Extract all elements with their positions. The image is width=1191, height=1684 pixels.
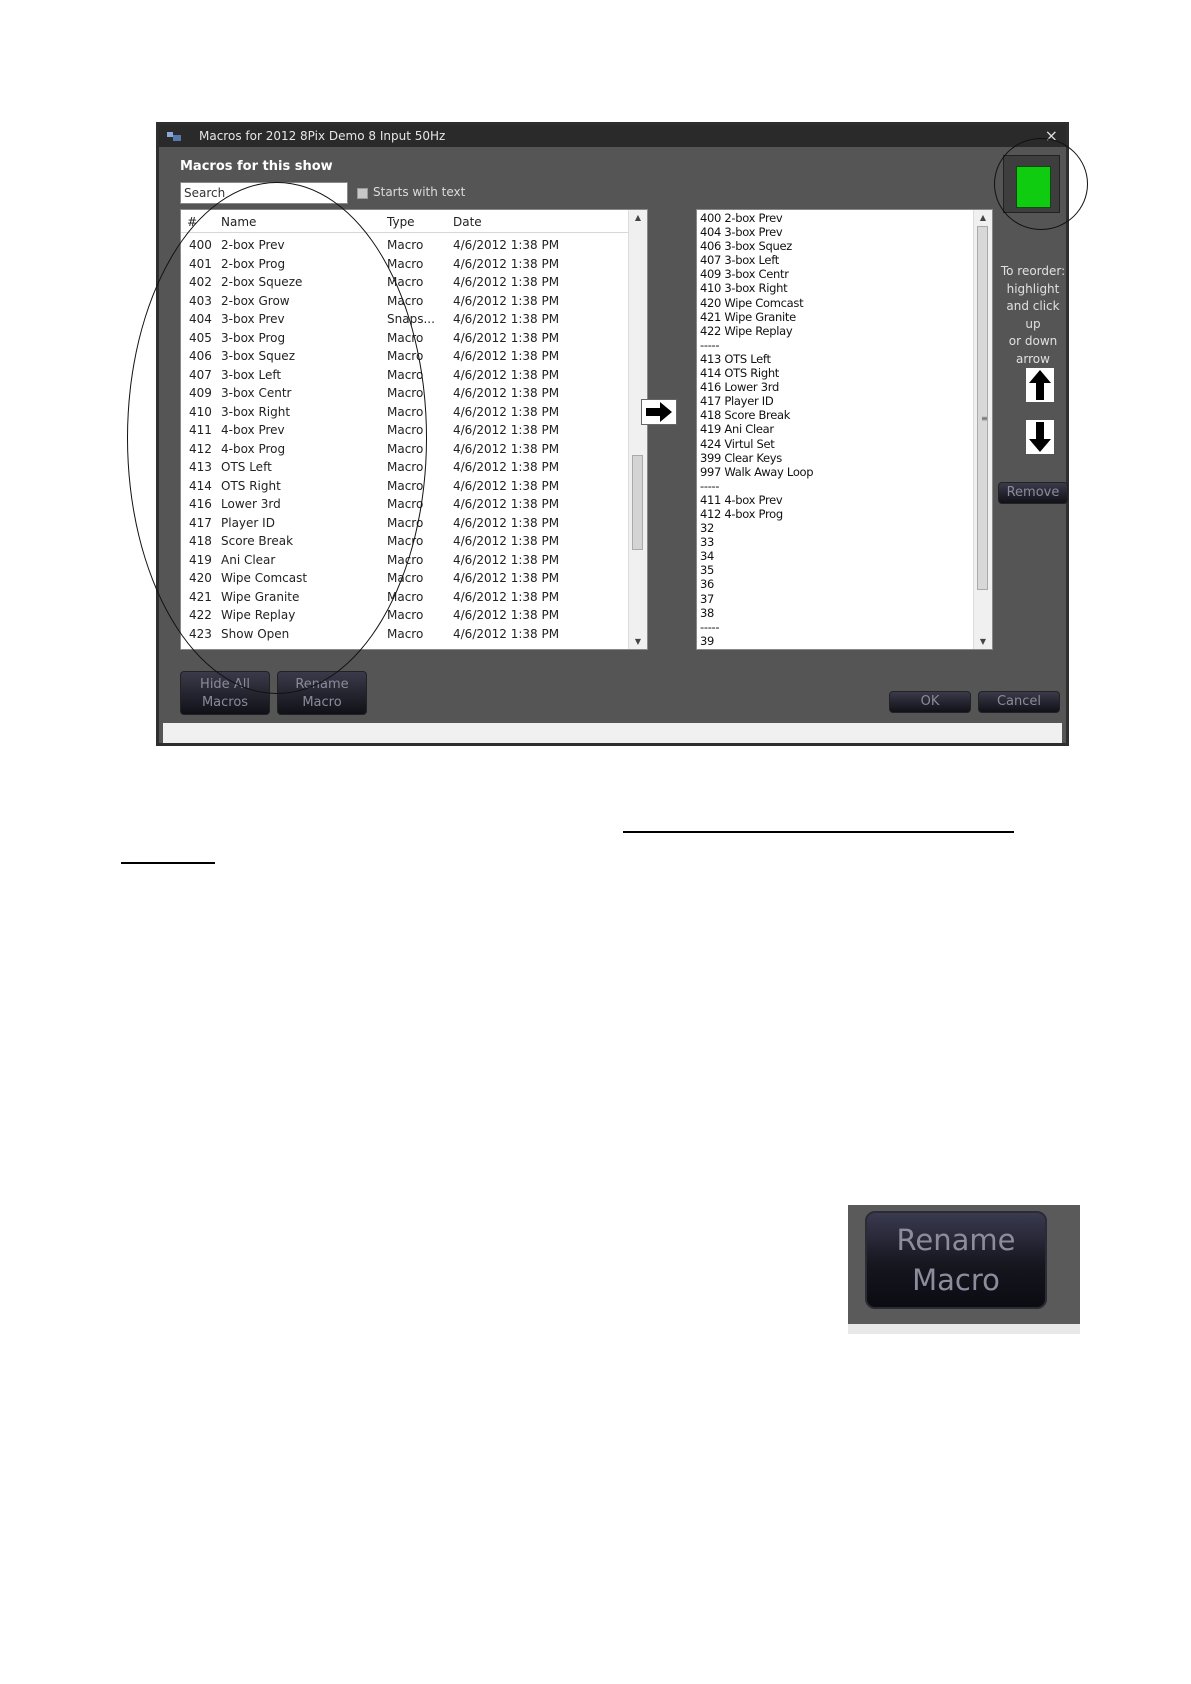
table-row[interactable]	[181, 569, 629, 588]
list-item[interactable]: -----	[700, 337, 720, 352]
table-row[interactable]	[181, 477, 629, 496]
macro-type: Macro	[387, 515, 424, 530]
scroll-thumb[interactable]: ≡	[977, 226, 988, 590]
section-title: Macros for this show	[180, 159, 333, 174]
macro-date: 4/6/2012 1:38 PM	[453, 478, 560, 493]
macro-type: Macro	[387, 275, 424, 289]
macro-date: 4/6/2012 1:38 PM	[453, 330, 560, 345]
scroll-down-icon[interactable]: ▼	[979, 637, 987, 646]
rename-macro-button-zoomed: Rename Macro	[865, 1211, 1047, 1309]
table-row[interactable]	[181, 329, 629, 348]
macro-number: 406	[189, 349, 212, 363]
macro-type: Macro	[387, 460, 424, 474]
macro-number: 421	[189, 589, 212, 604]
macro-type: Macro	[387, 552, 424, 567]
macro-number: 412	[189, 441, 212, 456]
macro-number: 420	[189, 571, 212, 585]
macro-type: Macro	[387, 441, 424, 456]
macro-name: 3-box Prog	[221, 330, 286, 345]
scroll-up-icon[interactable]: ▲	[634, 213, 642, 222]
macro-number: 423	[189, 626, 212, 641]
table-row[interactable]	[181, 236, 629, 255]
underline-decoration	[623, 831, 1014, 833]
macro-date: 4/6/2012 1:38 PM	[453, 534, 560, 548]
macro-type: Macro	[387, 534, 424, 548]
list-item[interactable]: 413 OTS Left	[700, 351, 771, 366]
column-header-type[interactable]: Type	[387, 215, 415, 229]
macro-number: 419	[189, 552, 212, 567]
macro-type: Snaps...	[387, 312, 435, 326]
hide-all-macros-button[interactable]: Hide All Macros	[180, 671, 270, 715]
list-item[interactable]: -----	[700, 619, 720, 634]
table-row[interactable]	[181, 421, 629, 440]
reorder-hint: To reorder: highlight and click up or down arrow	[1000, 264, 1066, 366]
macro-type: Macro	[387, 497, 424, 511]
macro-type: Macro	[387, 589, 424, 604]
macro-number: 414	[189, 478, 212, 493]
list-item[interactable]: 997 Walk Away Loop	[700, 464, 814, 479]
macro-name: 2-box Squeze	[221, 275, 303, 289]
status-strip	[163, 723, 1062, 743]
macro-date: 4/6/2012 1:38 PM	[453, 312, 560, 326]
color-swatch-button[interactable]	[1003, 155, 1060, 213]
list-item[interactable]: 422 Wipe Replay	[700, 323, 793, 338]
list-item[interactable]: 419 Ani Clear	[700, 422, 774, 437]
macro-type: Macro	[387, 349, 424, 363]
table-row[interactable]	[181, 532, 629, 551]
starts-with-text-checkbox[interactable]	[357, 188, 368, 199]
macro-name: 4-box Prev	[221, 423, 285, 437]
macro-name: Player ID	[221, 515, 275, 530]
macro-name: 3-box Right	[221, 404, 291, 419]
table-row[interactable]	[181, 366, 629, 385]
title-bar	[159, 125, 1066, 147]
table-row[interactable]	[181, 606, 629, 625]
list-item[interactable]: -----	[700, 478, 720, 493]
macro-type: Macro	[387, 367, 424, 382]
list-item[interactable]: 34	[700, 549, 715, 564]
window-title: Macros for 2012 8Pix Demo 8 Input 50Hz	[199, 129, 446, 143]
list-item[interactable]: 420 Wipe Comcast	[700, 295, 804, 310]
macro-type: Macro	[387, 293, 424, 308]
show-macro-list	[696, 209, 993, 650]
table-row[interactable]	[181, 551, 629, 570]
table-scrollbar[interactable]	[628, 210, 647, 649]
list-item[interactable]: 32	[700, 521, 715, 536]
macro-type: Macro	[387, 423, 424, 437]
column-header-number[interactable]: #	[187, 215, 198, 229]
macro-name: 3-box Centr	[221, 386, 292, 400]
macro-date: 4/6/2012 1:38 PM	[453, 497, 560, 511]
scroll-down-icon[interactable]: ▼	[634, 637, 642, 646]
macro-number: 416	[189, 497, 212, 511]
list-item[interactable]: 416 Lower 3rd	[700, 380, 779, 395]
macro-number: 405	[189, 330, 212, 345]
table-row[interactable]	[181, 458, 629, 477]
app-icon	[167, 130, 181, 142]
scroll-thumb[interactable]	[632, 455, 643, 550]
list-item[interactable]: 36	[700, 577, 715, 592]
list-item[interactable]: 399 Clear Keys	[700, 450, 782, 465]
macro-date: 4/6/2012 1:38 PM	[453, 515, 560, 530]
macro-type: Macro	[387, 404, 424, 419]
list-item[interactable]: 33	[700, 535, 715, 550]
list-item[interactable]: 414 OTS Right	[700, 366, 780, 381]
macro-type: Macro	[387, 478, 424, 493]
macro-number: 413	[189, 460, 212, 474]
table-row[interactable]	[181, 588, 629, 607]
macro-number: 409	[189, 386, 212, 400]
zoom-bottom-strip	[848, 1324, 1080, 1334]
macro-name: 2-box Grow	[221, 293, 290, 308]
table-row[interactable]	[181, 255, 629, 274]
macro-date: 4/6/2012 1:38 PM	[453, 367, 560, 382]
macro-number: 402	[189, 275, 212, 289]
list-item[interactable]: 424 Virtul Set	[700, 436, 775, 451]
macro-number: 407	[189, 367, 212, 382]
macro-date: 4/6/2012 1:38 PM	[453, 404, 560, 419]
show-list-body	[700, 211, 974, 648]
macro-date: 4/6/2012 1:38 PM	[453, 441, 560, 456]
macro-name: OTS Right	[221, 478, 281, 493]
table-row[interactable]	[181, 625, 629, 644]
macro-table	[180, 209, 648, 650]
remove-button[interactable]: Remove	[998, 482, 1068, 504]
move-down-arrow-icon[interactable]	[1026, 420, 1054, 454]
list-item[interactable]: 37	[700, 591, 715, 606]
starts-with-text-label: Starts with text	[373, 185, 466, 199]
table-header	[181, 210, 629, 233]
list-item[interactable]: 412 4-box Prog	[700, 506, 783, 521]
list-item[interactable]: 38	[700, 605, 715, 620]
macro-type: Macro	[387, 256, 424, 271]
macro-number: 403	[189, 293, 212, 308]
table-row[interactable]	[181, 384, 629, 403]
macro-name: 3-box Left	[221, 367, 282, 382]
macro-name: 3-box Prev	[221, 312, 285, 326]
list-item[interactable]: 418 Score Break	[700, 408, 791, 423]
macro-date: 4/6/2012 1:38 PM	[453, 275, 560, 289]
add-to-list-button[interactable]	[641, 399, 677, 425]
macro-date: 4/6/2012 1:38 PM	[453, 552, 560, 567]
macro-number: 404	[189, 312, 212, 326]
macro-date: 4/6/2012 1:38 PM	[453, 238, 560, 252]
macro-number: 410	[189, 404, 212, 419]
macro-name: 3-box Squez	[221, 349, 295, 363]
macro-date: 4/6/2012 1:38 PM	[453, 386, 560, 400]
macro-name: Wipe Granite	[221, 589, 300, 604]
table-row[interactable]	[181, 310, 629, 329]
macro-type: Macro	[387, 608, 424, 622]
macro-name: 4-box Prog	[221, 441, 286, 456]
macro-date: 4/6/2012 1:38 PM	[453, 349, 560, 363]
macro-number: 400	[189, 238, 212, 252]
macro-number: 422	[189, 608, 212, 622]
macro-type: Macro	[387, 386, 424, 400]
list-item[interactable]: 404 3-box Prev	[700, 225, 783, 240]
macro-name: Show Open	[221, 626, 290, 641]
macro-name: Wipe Comcast	[221, 571, 308, 585]
ok-button[interactable]: OK	[889, 691, 971, 713]
table-row[interactable]	[181, 403, 629, 422]
macro-name: Lower 3rd	[221, 497, 281, 511]
macro-name: 2-box Prev	[221, 238, 285, 252]
macro-type: Macro	[387, 238, 424, 252]
macro-name: Ani Clear	[221, 552, 276, 567]
macro-date: 4/6/2012 1:38 PM	[453, 423, 560, 437]
macro-name: Score Break	[221, 534, 294, 548]
close-icon[interactable]: ×	[1044, 126, 1058, 145]
column-header-name[interactable]: Name	[221, 215, 257, 229]
show-list-scrollbar[interactable]	[973, 210, 992, 649]
table-row[interactable]	[181, 292, 629, 311]
macro-name: OTS Left	[221, 460, 272, 474]
table-row[interactable]	[181, 440, 629, 459]
column-header-date[interactable]: Date	[453, 215, 482, 229]
table-row[interactable]	[181, 514, 629, 533]
macro-number: 418	[189, 534, 212, 548]
macros-dialog	[156, 122, 1069, 746]
move-up-arrow-icon[interactable]	[1026, 368, 1054, 402]
macro-type: Macro	[387, 330, 424, 345]
macro-name: Wipe Replay	[221, 608, 296, 622]
list-item[interactable]: 406 3-box Squez	[700, 239, 793, 254]
macro-number: 411	[189, 423, 212, 437]
macro-number: 401	[189, 256, 212, 271]
macro-date: 4/6/2012 1:38 PM	[453, 608, 560, 622]
macro-type: Macro	[387, 626, 424, 641]
list-item[interactable]: 400 2-box Prev	[700, 211, 783, 225]
list-item[interactable]: 411 4-box Prev	[700, 492, 783, 507]
green-swatch	[1016, 166, 1051, 208]
rename-macro-zoom	[848, 1205, 1080, 1334]
table-row[interactable]	[181, 495, 629, 514]
list-item[interactable]: 410 3-box Right	[700, 281, 788, 296]
search-input[interactable]	[180, 182, 348, 204]
rename-macro-button[interactable]: Rename Macro	[277, 671, 367, 715]
cancel-button[interactable]: Cancel	[978, 691, 1060, 713]
list-item[interactable]: 35	[700, 563, 715, 578]
macro-date: 4/6/2012 1:38 PM	[453, 571, 560, 585]
macro-date: 4/6/2012 1:38 PM	[453, 460, 560, 474]
underline-decoration	[121, 862, 215, 864]
add-to-list-arrow-icon	[642, 400, 676, 424]
list-item[interactable]: 407 3-box Left	[700, 253, 779, 268]
macro-name: 2-box Prog	[221, 256, 286, 271]
scroll-up-icon[interactable]: ▲	[979, 213, 987, 222]
macro-number: 417	[189, 515, 212, 530]
macro-date: 4/6/2012 1:38 PM	[453, 293, 560, 308]
table-body	[181, 236, 629, 643]
macro-date: 4/6/2012 1:38 PM	[453, 626, 560, 641]
macro-date: 4/6/2012 1:38 PM	[453, 256, 560, 271]
list-item[interactable]: 417 Player ID	[700, 394, 774, 409]
macro-type: Macro	[387, 571, 424, 585]
list-item[interactable]: 39	[700, 633, 715, 648]
table-row[interactable]	[181, 273, 629, 292]
list-item[interactable]: 409 3-box Centr	[700, 267, 789, 282]
macro-date: 4/6/2012 1:38 PM	[453, 589, 560, 604]
table-row[interactable]	[181, 347, 629, 366]
list-item[interactable]: 421 Wipe Granite	[700, 309, 796, 324]
